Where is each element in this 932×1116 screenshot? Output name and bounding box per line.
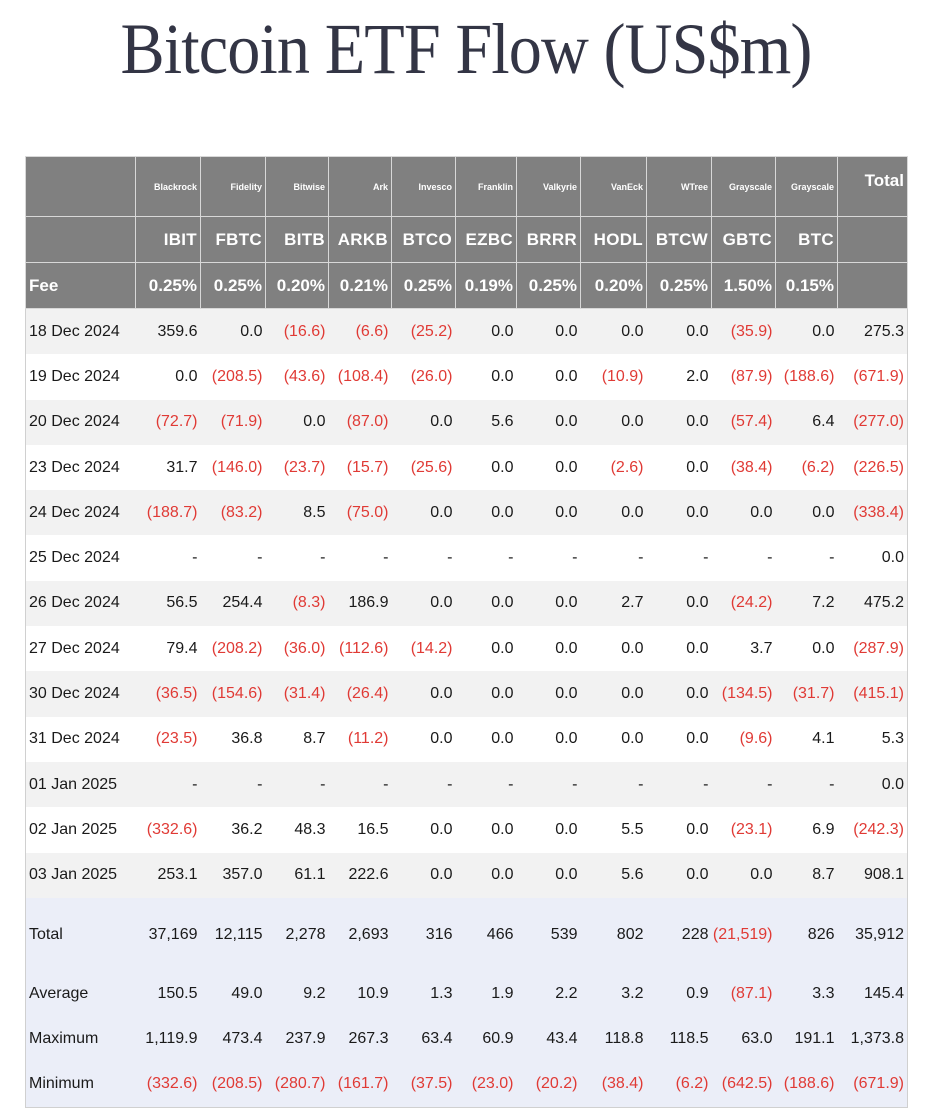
date-cell: 02 Jan 2025 [26, 807, 136, 852]
flow-cell: 0.0 [456, 807, 517, 852]
flow-cell: 0.0 [581, 309, 647, 355]
flow-cell: 0.0 [517, 853, 581, 898]
summary-cell: 49.0 [201, 972, 266, 1017]
flow-cell: 0.0 [392, 581, 456, 626]
flow-cell: 36.8 [201, 717, 266, 762]
flow-cell: - [647, 535, 712, 580]
date-cell: 31 Dec 2024 [26, 717, 136, 762]
table-row [26, 807, 908, 852]
date-cell: 01 Jan 2025 [26, 762, 136, 807]
flow-cell: 3.7 [712, 626, 776, 671]
flow-cell: 0.0 [392, 717, 456, 762]
summary-cell: 237.9 [266, 1017, 329, 1062]
flow-cell: (11.2) [329, 717, 392, 762]
issuer-header: Fidelity [201, 157, 266, 217]
ticker-header: GBTC [712, 217, 776, 263]
flow-cell: (6.6) [329, 309, 392, 355]
flow-cell: 31.7 [136, 445, 201, 490]
issuer-header-row [26, 157, 908, 217]
summary-label: Total [26, 898, 136, 972]
summary-cell: 191.1 [776, 1017, 838, 1062]
flow-cell: - [392, 535, 456, 580]
flow-cell: 222.6 [329, 853, 392, 898]
flow-cell: - [517, 762, 581, 807]
total-cell: 0.0 [838, 762, 908, 807]
date-cell: 23 Dec 2024 [26, 445, 136, 490]
page-title: Bitcoin ETF Flow (US$m) [120, 9, 812, 89]
flow-cell: - [201, 762, 266, 807]
table-row [26, 445, 908, 490]
summary-cell: 802 [581, 898, 647, 972]
summary-cell: 60.9 [456, 1017, 517, 1062]
flow-cell: (35.9) [712, 309, 776, 355]
flow-cell: 0.0 [266, 400, 329, 445]
summary-cell: 1.9 [456, 972, 517, 1017]
flow-cell: 0.0 [456, 671, 517, 716]
date-cell: 03 Jan 2025 [26, 853, 136, 898]
summary-cell: 9.2 [266, 972, 329, 1017]
summary-cell: (23.0) [456, 1062, 517, 1108]
flow-cell: (83.2) [201, 490, 266, 535]
flow-cell: 0.0 [517, 581, 581, 626]
flow-cell: - [329, 762, 392, 807]
flow-cell: (9.6) [712, 717, 776, 762]
summary-rows [26, 898, 908, 1108]
summary-cell: 316 [392, 898, 456, 972]
flow-cell: 0.0 [517, 717, 581, 762]
empty-cell [26, 217, 136, 263]
summary-cell: 539 [517, 898, 581, 972]
flow-cell: 0.0 [647, 626, 712, 671]
flow-cell: (71.9) [201, 400, 266, 445]
table-row [26, 671, 908, 716]
summary-cell: 267.3 [329, 1017, 392, 1062]
flow-cell: 0.0 [776, 626, 838, 671]
flow-cell: (75.0) [329, 490, 392, 535]
flow-cell: 0.0 [517, 354, 581, 399]
etf-flow-table [25, 156, 908, 1108]
fee-value: 0.25% [201, 263, 266, 309]
summary-cell: 1,119.9 [136, 1017, 201, 1062]
flow-cell: - [329, 535, 392, 580]
issuer-header: VanEck [581, 157, 647, 217]
table-row [26, 490, 908, 535]
flow-cell: 0.0 [392, 671, 456, 716]
flow-cell: 5.5 [581, 807, 647, 852]
flow-cell: 0.0 [201, 309, 266, 355]
flow-cell: - [647, 762, 712, 807]
fee-value: 0.20% [581, 263, 647, 309]
flow-cell: 0.0 [581, 400, 647, 445]
summary-cell: 12,115 [201, 898, 266, 972]
flow-cell: 61.1 [266, 853, 329, 898]
fee-value: 0.25% [517, 263, 581, 309]
total-cell: 0.0 [838, 535, 908, 580]
flow-cell: 48.3 [266, 807, 329, 852]
flow-cell: 0.0 [581, 717, 647, 762]
summary-cell: 37,169 [136, 898, 201, 972]
flow-cell: - [266, 762, 329, 807]
summary-cell: 118.5 [647, 1017, 712, 1062]
flow-cell: (332.6) [136, 807, 201, 852]
flow-cell: 0.0 [456, 445, 517, 490]
flow-cell: 0.0 [517, 400, 581, 445]
summary-row-total [26, 898, 908, 972]
summary-cell: 43.4 [517, 1017, 581, 1062]
flow-cell: 0.0 [456, 581, 517, 626]
flow-cell: 359.6 [136, 309, 201, 355]
flow-cell: (188.7) [136, 490, 201, 535]
ticker-header: BTCO [392, 217, 456, 263]
summary-cell: 2,278 [266, 898, 329, 972]
table-row [26, 354, 908, 399]
flow-cell: 0.0 [517, 309, 581, 355]
flow-cell: 6.4 [776, 400, 838, 445]
flow-cell: 0.0 [712, 490, 776, 535]
flow-cell: 0.0 [712, 853, 776, 898]
ticker-header: BITB [266, 217, 329, 263]
issuer-header: Grayscale [776, 157, 838, 217]
flow-cell: - [201, 535, 266, 580]
empty-cell [838, 263, 908, 309]
table-row [26, 400, 908, 445]
flow-cell: (23.5) [136, 717, 201, 762]
flow-cell: (31.4) [266, 671, 329, 716]
summary-cell: 228 [647, 898, 712, 972]
flow-cell: - [392, 762, 456, 807]
summary-cell: (37.5) [392, 1062, 456, 1108]
flow-cell: 0.0 [392, 807, 456, 852]
flow-cell: 0.0 [647, 581, 712, 626]
flow-cell: 0.0 [456, 354, 517, 399]
flow-cell: (57.4) [712, 400, 776, 445]
flow-cell: (25.2) [392, 309, 456, 355]
flow-cell: (6.2) [776, 445, 838, 490]
issuer-header: Invesco [392, 157, 456, 217]
flow-cell: 0.0 [647, 807, 712, 852]
total-cell: (226.5) [838, 445, 908, 490]
flow-cell: 36.2 [201, 807, 266, 852]
flow-cell: 0.0 [647, 400, 712, 445]
flow-cell: (134.5) [712, 671, 776, 716]
summary-cell: (642.5) [712, 1062, 776, 1108]
issuer-header: WTree [647, 157, 712, 217]
total-cell: (277.0) [838, 400, 908, 445]
flow-cell: - [776, 535, 838, 580]
flow-cell: (8.3) [266, 581, 329, 626]
fee-value: 0.19% [456, 263, 517, 309]
ticker-header: BRRR [517, 217, 581, 263]
summary-cell: (87.1) [712, 972, 776, 1017]
flow-cell: 0.0 [647, 717, 712, 762]
flow-cell: (72.7) [136, 400, 201, 445]
flow-cell: 0.0 [581, 626, 647, 671]
issuer-header: Bitwise [266, 157, 329, 217]
flow-cell: 7.2 [776, 581, 838, 626]
ticker-header-row [26, 217, 908, 263]
ticker-header: BTC [776, 217, 838, 263]
flow-cell: (26.0) [392, 354, 456, 399]
fee-value: 1.50% [712, 263, 776, 309]
summary-cell: 2.2 [517, 972, 581, 1017]
fee-value: 0.25% [136, 263, 201, 309]
flow-cell: (108.4) [329, 354, 392, 399]
summary-cell: 145.4 [838, 972, 908, 1017]
total-cell: (242.3) [838, 807, 908, 852]
summary-cell: (671.9) [838, 1062, 908, 1108]
corner-cell [26, 157, 136, 217]
flow-cell: 79.4 [136, 626, 201, 671]
flow-cell: 0.0 [647, 853, 712, 898]
flow-cell: - [456, 535, 517, 580]
summary-cell: (20.2) [517, 1062, 581, 1108]
flow-cell: 5.6 [581, 853, 647, 898]
table-row [26, 581, 908, 626]
summary-cell: 826 [776, 898, 838, 972]
date-cell: 24 Dec 2024 [26, 490, 136, 535]
summary-cell: 1,373.8 [838, 1017, 908, 1062]
flow-cell: 0.0 [456, 626, 517, 671]
issuer-header: Blackrock [136, 157, 201, 217]
fee-value: 0.15% [776, 263, 838, 309]
total-cell: (415.1) [838, 671, 908, 716]
table-row [26, 853, 908, 898]
table-row [26, 626, 908, 671]
total-column-header: Total [838, 157, 908, 217]
date-cell: 25 Dec 2024 [26, 535, 136, 580]
summary-cell: (280.7) [266, 1062, 329, 1108]
total-cell: 475.2 [838, 581, 908, 626]
flow-cell: (15.7) [329, 445, 392, 490]
flow-cell: - [136, 762, 201, 807]
fee-value: 0.25% [647, 263, 712, 309]
date-cell: 27 Dec 2024 [26, 626, 136, 671]
flow-cell: (36.5) [136, 671, 201, 716]
flow-cell: 8.7 [266, 717, 329, 762]
summary-cell: (208.5) [201, 1062, 266, 1108]
summary-row-minimum [26, 1062, 908, 1108]
flow-cell: (43.6) [266, 354, 329, 399]
fee-label: Fee [26, 263, 136, 309]
date-cell: 18 Dec 2024 [26, 309, 136, 355]
flow-cell: (14.2) [392, 626, 456, 671]
summary-cell: (332.6) [136, 1062, 201, 1108]
flow-cell: 0.0 [456, 309, 517, 355]
date-cell: 26 Dec 2024 [26, 581, 136, 626]
summary-row-average [26, 972, 908, 1017]
flow-cell: 8.7 [776, 853, 838, 898]
flow-cell: (23.7) [266, 445, 329, 490]
flow-cell: (31.7) [776, 671, 838, 716]
summary-cell: 466 [456, 898, 517, 972]
total-cell: (287.9) [838, 626, 908, 671]
fee-value: 0.25% [392, 263, 456, 309]
flow-cell: (208.2) [201, 626, 266, 671]
flow-cell: (26.4) [329, 671, 392, 716]
summary-cell: 35,912 [838, 898, 908, 972]
flow-cell: - [712, 535, 776, 580]
summary-cell: 63.4 [392, 1017, 456, 1062]
summary-row-maximum [26, 1017, 908, 1062]
flow-cell: 0.0 [517, 490, 581, 535]
flow-cell: 0.0 [517, 807, 581, 852]
flow-cell: 0.0 [456, 853, 517, 898]
total-cell: 275.3 [838, 309, 908, 355]
flow-cell: - [581, 762, 647, 807]
flow-cell: 357.0 [201, 853, 266, 898]
flow-cell: 4.1 [776, 717, 838, 762]
flow-cell: 254.4 [201, 581, 266, 626]
summary-cell: 0.9 [647, 972, 712, 1017]
ticker-header: BTCW [647, 217, 712, 263]
flow-cell: - [517, 535, 581, 580]
summary-cell: (188.6) [776, 1062, 838, 1108]
flow-cell: 16.5 [329, 807, 392, 852]
flow-cell: 253.1 [136, 853, 201, 898]
daily-flow-rows [26, 309, 908, 898]
fee-value: 0.20% [266, 263, 329, 309]
summary-label: Minimum [26, 1062, 136, 1108]
flow-cell: (87.9) [712, 354, 776, 399]
flow-cell: - [266, 535, 329, 580]
flow-cell: 8.5 [266, 490, 329, 535]
total-cell: 5.3 [838, 717, 908, 762]
ticker-header: FBTC [201, 217, 266, 263]
summary-cell: 2,693 [329, 898, 392, 972]
flow-cell: 2.7 [581, 581, 647, 626]
issuer-header: Grayscale [712, 157, 776, 217]
summary-cell: (6.2) [647, 1062, 712, 1108]
flow-cell: 0.0 [581, 671, 647, 716]
summary-label: Maximum [26, 1017, 136, 1062]
ticker-header: HODL [581, 217, 647, 263]
issuer-header: Franklin [456, 157, 517, 217]
flow-cell: 0.0 [647, 445, 712, 490]
flow-cell: 0.0 [647, 309, 712, 355]
flow-cell: - [456, 762, 517, 807]
flow-cell: - [136, 535, 201, 580]
flow-cell: (25.6) [392, 445, 456, 490]
date-cell: 30 Dec 2024 [26, 671, 136, 716]
fee-header-row [26, 263, 908, 309]
flow-cell: (87.0) [329, 400, 392, 445]
summary-cell: 1.3 [392, 972, 456, 1017]
flow-cell: 6.9 [776, 807, 838, 852]
flow-cell: (24.2) [712, 581, 776, 626]
flow-cell: (146.0) [201, 445, 266, 490]
date-cell: 20 Dec 2024 [26, 400, 136, 445]
summary-cell: 3.2 [581, 972, 647, 1017]
flow-cell: 0.0 [392, 853, 456, 898]
flow-cell: 0.0 [647, 490, 712, 535]
flow-cell: (10.9) [581, 354, 647, 399]
flow-cell: 0.0 [776, 490, 838, 535]
summary-cell: 10.9 [329, 972, 392, 1017]
flow-cell: 0.0 [456, 490, 517, 535]
ticker-header: IBIT [136, 217, 201, 263]
issuer-header: Valkyrie [517, 157, 581, 217]
fee-value: 0.21% [329, 263, 392, 309]
total-cell: (671.9) [838, 354, 908, 399]
flow-cell: 0.0 [776, 309, 838, 355]
ticker-header: EZBC [456, 217, 517, 263]
flow-cell: 0.0 [392, 490, 456, 535]
flow-cell: 0.0 [517, 671, 581, 716]
summary-cell: (161.7) [329, 1062, 392, 1108]
flow-cell: (154.6) [201, 671, 266, 716]
ticker-header: ARKB [329, 217, 392, 263]
flow-cell: 0.0 [456, 717, 517, 762]
summary-cell: 473.4 [201, 1017, 266, 1062]
flow-cell: (112.6) [329, 626, 392, 671]
flow-cell: 5.6 [456, 400, 517, 445]
flow-cell: 0.0 [517, 445, 581, 490]
flow-cell: (208.5) [201, 354, 266, 399]
flow-cell: (36.0) [266, 626, 329, 671]
table-row [26, 717, 908, 762]
flow-cell: (38.4) [712, 445, 776, 490]
table-row [26, 762, 908, 807]
summary-label: Average [26, 972, 136, 1017]
summary-cell: 118.8 [581, 1017, 647, 1062]
flow-cell: 0.0 [581, 490, 647, 535]
summary-cell: 63.0 [712, 1017, 776, 1062]
flow-cell: (2.6) [581, 445, 647, 490]
summary-cell: 150.5 [136, 972, 201, 1017]
flow-cell: - [776, 762, 838, 807]
flow-cell: - [581, 535, 647, 580]
issuer-header: Ark [329, 157, 392, 217]
flow-cell: (16.6) [266, 309, 329, 355]
flow-cell: 186.9 [329, 581, 392, 626]
total-cell: 908.1 [838, 853, 908, 898]
flow-cell: 0.0 [392, 400, 456, 445]
flow-cell: 0.0 [517, 626, 581, 671]
summary-cell: (21,519) [712, 898, 776, 972]
date-cell: 19 Dec 2024 [26, 354, 136, 399]
flow-cell: 0.0 [647, 671, 712, 716]
flow-cell: (188.6) [776, 354, 838, 399]
summary-cell: 3.3 [776, 972, 838, 1017]
table-row [26, 309, 908, 355]
flow-cell: - [712, 762, 776, 807]
flow-cell: (23.1) [712, 807, 776, 852]
flow-cell: 2.0 [647, 354, 712, 399]
flow-cell: 56.5 [136, 581, 201, 626]
empty-cell [838, 217, 908, 263]
table-row [26, 535, 908, 580]
flow-cell: 0.0 [136, 354, 201, 399]
total-cell: (338.4) [838, 490, 908, 535]
summary-cell: (38.4) [581, 1062, 647, 1108]
